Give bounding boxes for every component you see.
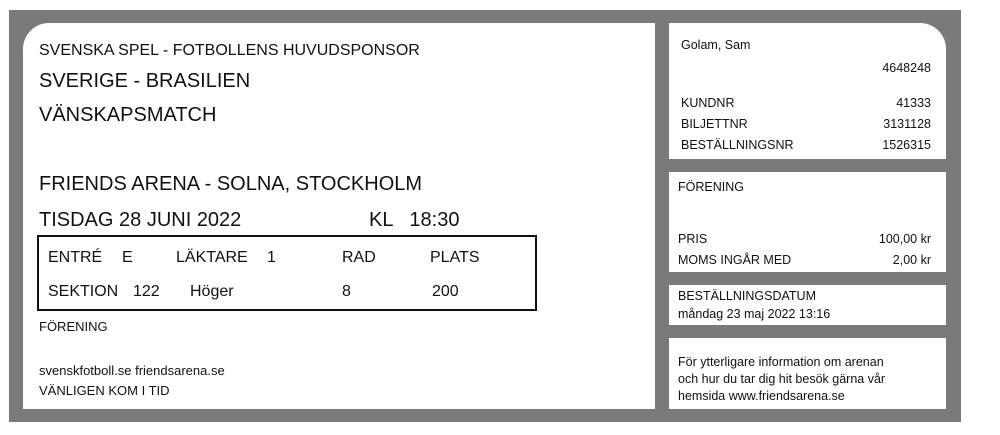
moms-value: 2,00 kr <box>892 253 931 267</box>
plats-value: 200 <box>432 283 459 300</box>
kundnr-value: 41333 <box>896 96 931 110</box>
info-line-3: hemsida www.friendsarena.se <box>678 389 845 403</box>
websites: svenskfotboll.se friendsarena.se <box>39 363 225 378</box>
biljettnr-label: BILJETTNR <box>681 117 748 131</box>
order-date-value: måndag 23 maj 2022 13:16 <box>678 307 831 321</box>
moms-label: MOMS INGÅR MED <box>678 253 792 267</box>
info-line-1: För ytterligare information om arenan <box>678 355 884 369</box>
info-line-2: och hur du tar dig hit besök gärna vår <box>678 372 886 386</box>
entre-label: ENTRÉ <box>48 249 103 266</box>
rad-label: RAD <box>342 249 376 266</box>
biljettnr-value: 3131128 <box>883 117 931 131</box>
side-value: Höger <box>190 283 234 300</box>
pricing-forening-label: FÖRENING <box>678 180 744 194</box>
bestallningsnr-label: BESTÄLLNINGSNR <box>681 138 794 152</box>
pris-value: 100,00 kr <box>878 232 931 246</box>
rad-value: 8 <box>342 283 351 300</box>
plats-label: PLATS <box>430 249 480 266</box>
bestallningsnr-value: 1526315 <box>882 138 931 152</box>
match-type: VÄNSKAPSMATCH <box>39 104 217 126</box>
sponsor-text: SVENSKA SPEL - FOTBOLLENS HUVUDSPONSOR <box>39 42 420 59</box>
laktare-value: 1 <box>267 249 276 266</box>
forening-label: FÖRENING <box>39 319 108 334</box>
customer-id: 4648248 <box>882 61 931 75</box>
match-title: SVERIGE - BRASILIEN <box>39 70 251 92</box>
match-date: TISDAG 28 JUNI 2022 <box>39 209 242 231</box>
sektion-value: 122 <box>133 283 160 300</box>
pris-label: PRIS <box>678 232 708 246</box>
venue: FRIENDS ARENA - SOLNA, STOCKHOLM <box>39 173 423 195</box>
customer-name: Golam, Sam <box>681 38 751 52</box>
match-time: KL 18:30 <box>369 209 460 231</box>
reminder: VÄNLIGEN KOM I TID <box>39 383 170 398</box>
laktare-label: LÄKTARE <box>176 249 248 266</box>
sektion-label: SEKTION <box>48 283 119 300</box>
kundnr-label: KUNDNR <box>681 96 735 110</box>
order-date-label: BESTÄLLNINGSDATUM <box>678 289 816 303</box>
entre-value: E <box>122 249 133 266</box>
